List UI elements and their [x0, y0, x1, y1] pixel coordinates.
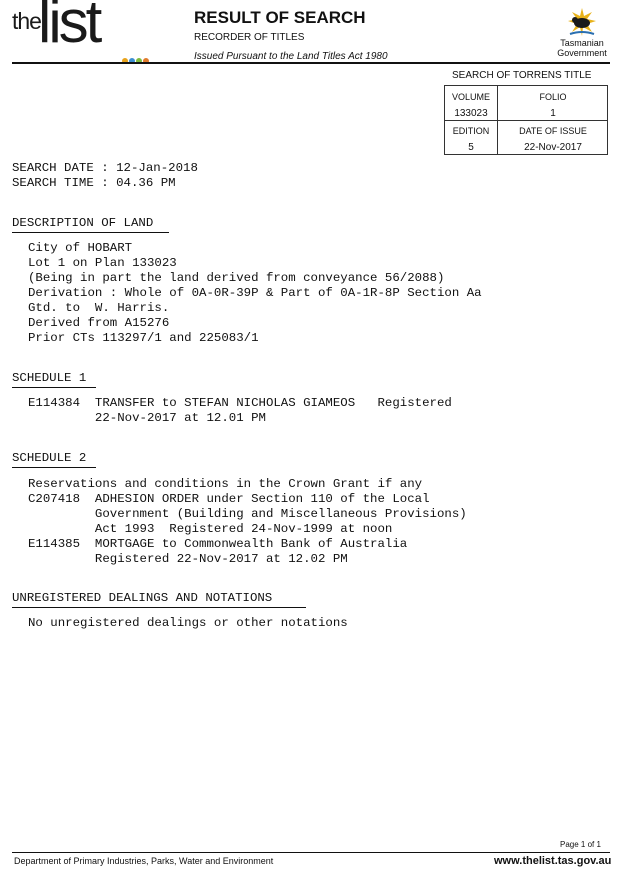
schedule2-line: E114385 MORTGAGE to Commonwealth Bank of Australia — [28, 537, 408, 551]
date-of-issue-value: 22-Nov-2017 — [524, 142, 582, 153]
header-divider — [12, 62, 610, 64]
unregistered-lines — [28, 616, 348, 631]
date-of-issue-cell — [498, 126, 608, 153]
schedule1-lines — [28, 396, 452, 426]
description-heading-underline — [12, 232, 169, 233]
gov-text-line2: Government — [557, 48, 607, 58]
edition-label: EDITION — [452, 126, 490, 136]
description-heading: DESCRIPTION OF LAND — [12, 216, 154, 230]
logo-list-text: list — [38, 0, 100, 55]
date-of-issue-label: DATE OF ISSUE — [519, 126, 587, 136]
folio-cell — [498, 92, 608, 119]
folio-label: FOLIO — [539, 92, 567, 102]
volume-value: 133023 — [454, 108, 488, 119]
description-line: Derivation : Whole of 0A-0R-39P & Part of 0A-1R-8P Section Aa — [28, 286, 482, 300]
torrens-title-label: SEARCH OF TORRENS TITLE — [452, 70, 592, 81]
thelist-logo — [12, 0, 152, 60]
logo-dots — [122, 51, 150, 69]
page-title: RESULT OF SEARCH — [194, 8, 366, 27]
edition-value: 5 — [468, 142, 474, 153]
tasmanian-government-logo — [548, 6, 616, 62]
schedule1-heading: SCHEDULE 1 — [12, 371, 87, 385]
title-details-table — [444, 85, 608, 155]
schedule2-lines — [28, 477, 467, 567]
search-date: SEARCH DATE : 12-Jan-2018 — [12, 161, 198, 175]
page-subtitle: RECORDER OF TITLES — [194, 32, 305, 43]
unregistered-line: No unregistered dealings or other notations — [28, 616, 348, 630]
description-lines — [28, 241, 482, 346]
footer-divider — [12, 852, 610, 853]
unregistered-heading-underline — [12, 607, 306, 608]
edition-cell — [445, 126, 497, 153]
volume-cell — [445, 92, 497, 119]
schedule2-line: Government (Building and Miscellaneous Provisions) — [28, 507, 467, 521]
description-line: (Being in part the land derived from conveyance 56/2088) — [28, 271, 445, 285]
description-line: Lot 1 on Plan 133023 — [28, 256, 177, 270]
act-reference: Issued Pursuant to the Land Titles Act 1980 — [194, 51, 388, 62]
page-number: Page 1 of 1 — [560, 840, 601, 849]
description-line: City of HOBART — [28, 241, 133, 255]
department-name: Department of Primary Industries, Parks, Water and Environment — [14, 856, 274, 866]
gov-text-line1: Tasmanian — [560, 38, 604, 48]
volume-label: VOLUME — [451, 92, 490, 102]
site-url-link[interactable]: www.thelist.tas.gov.au — [494, 855, 612, 867]
schedule1-line: 22-Nov-2017 at 12.01 PM — [28, 411, 266, 425]
schedule2-heading: SCHEDULE 2 — [12, 451, 87, 465]
description-line: Derived from A15276 — [28, 316, 170, 330]
schedule1-line: E114384 TRANSFER to STEFAN NICHOLAS GIAMEOS Registered — [28, 396, 452, 410]
description-line: Gtd. to W. Harris. — [28, 301, 170, 315]
description-line: Prior CTs 113297/1 and 225083/1 — [28, 331, 259, 345]
schedule2-line: Act 1993 Registered 24-Nov-1999 at noon — [28, 522, 393, 536]
folio-value: 1 — [550, 108, 556, 119]
schedule2-line: C207418 ADHESION ORDER under Section 110 of the Local — [28, 492, 430, 506]
schedule2-heading-underline — [12, 467, 96, 468]
search-time: SEARCH TIME : 04.36 PM — [12, 176, 176, 190]
schedule1-heading-underline — [12, 387, 96, 388]
logo-the-text: the — [12, 8, 41, 34]
tasmanian-devil-icon — [562, 6, 602, 38]
table-divider-horizontal — [445, 120, 607, 121]
schedule2-line: Registered 22-Nov-2017 at 12.02 PM — [28, 552, 348, 566]
schedule2-line: Reservations and conditions in the Crown Grant if any — [28, 477, 423, 491]
unregistered-heading: UNREGISTERED DEALINGS AND NOTATIONS — [12, 591, 273, 605]
